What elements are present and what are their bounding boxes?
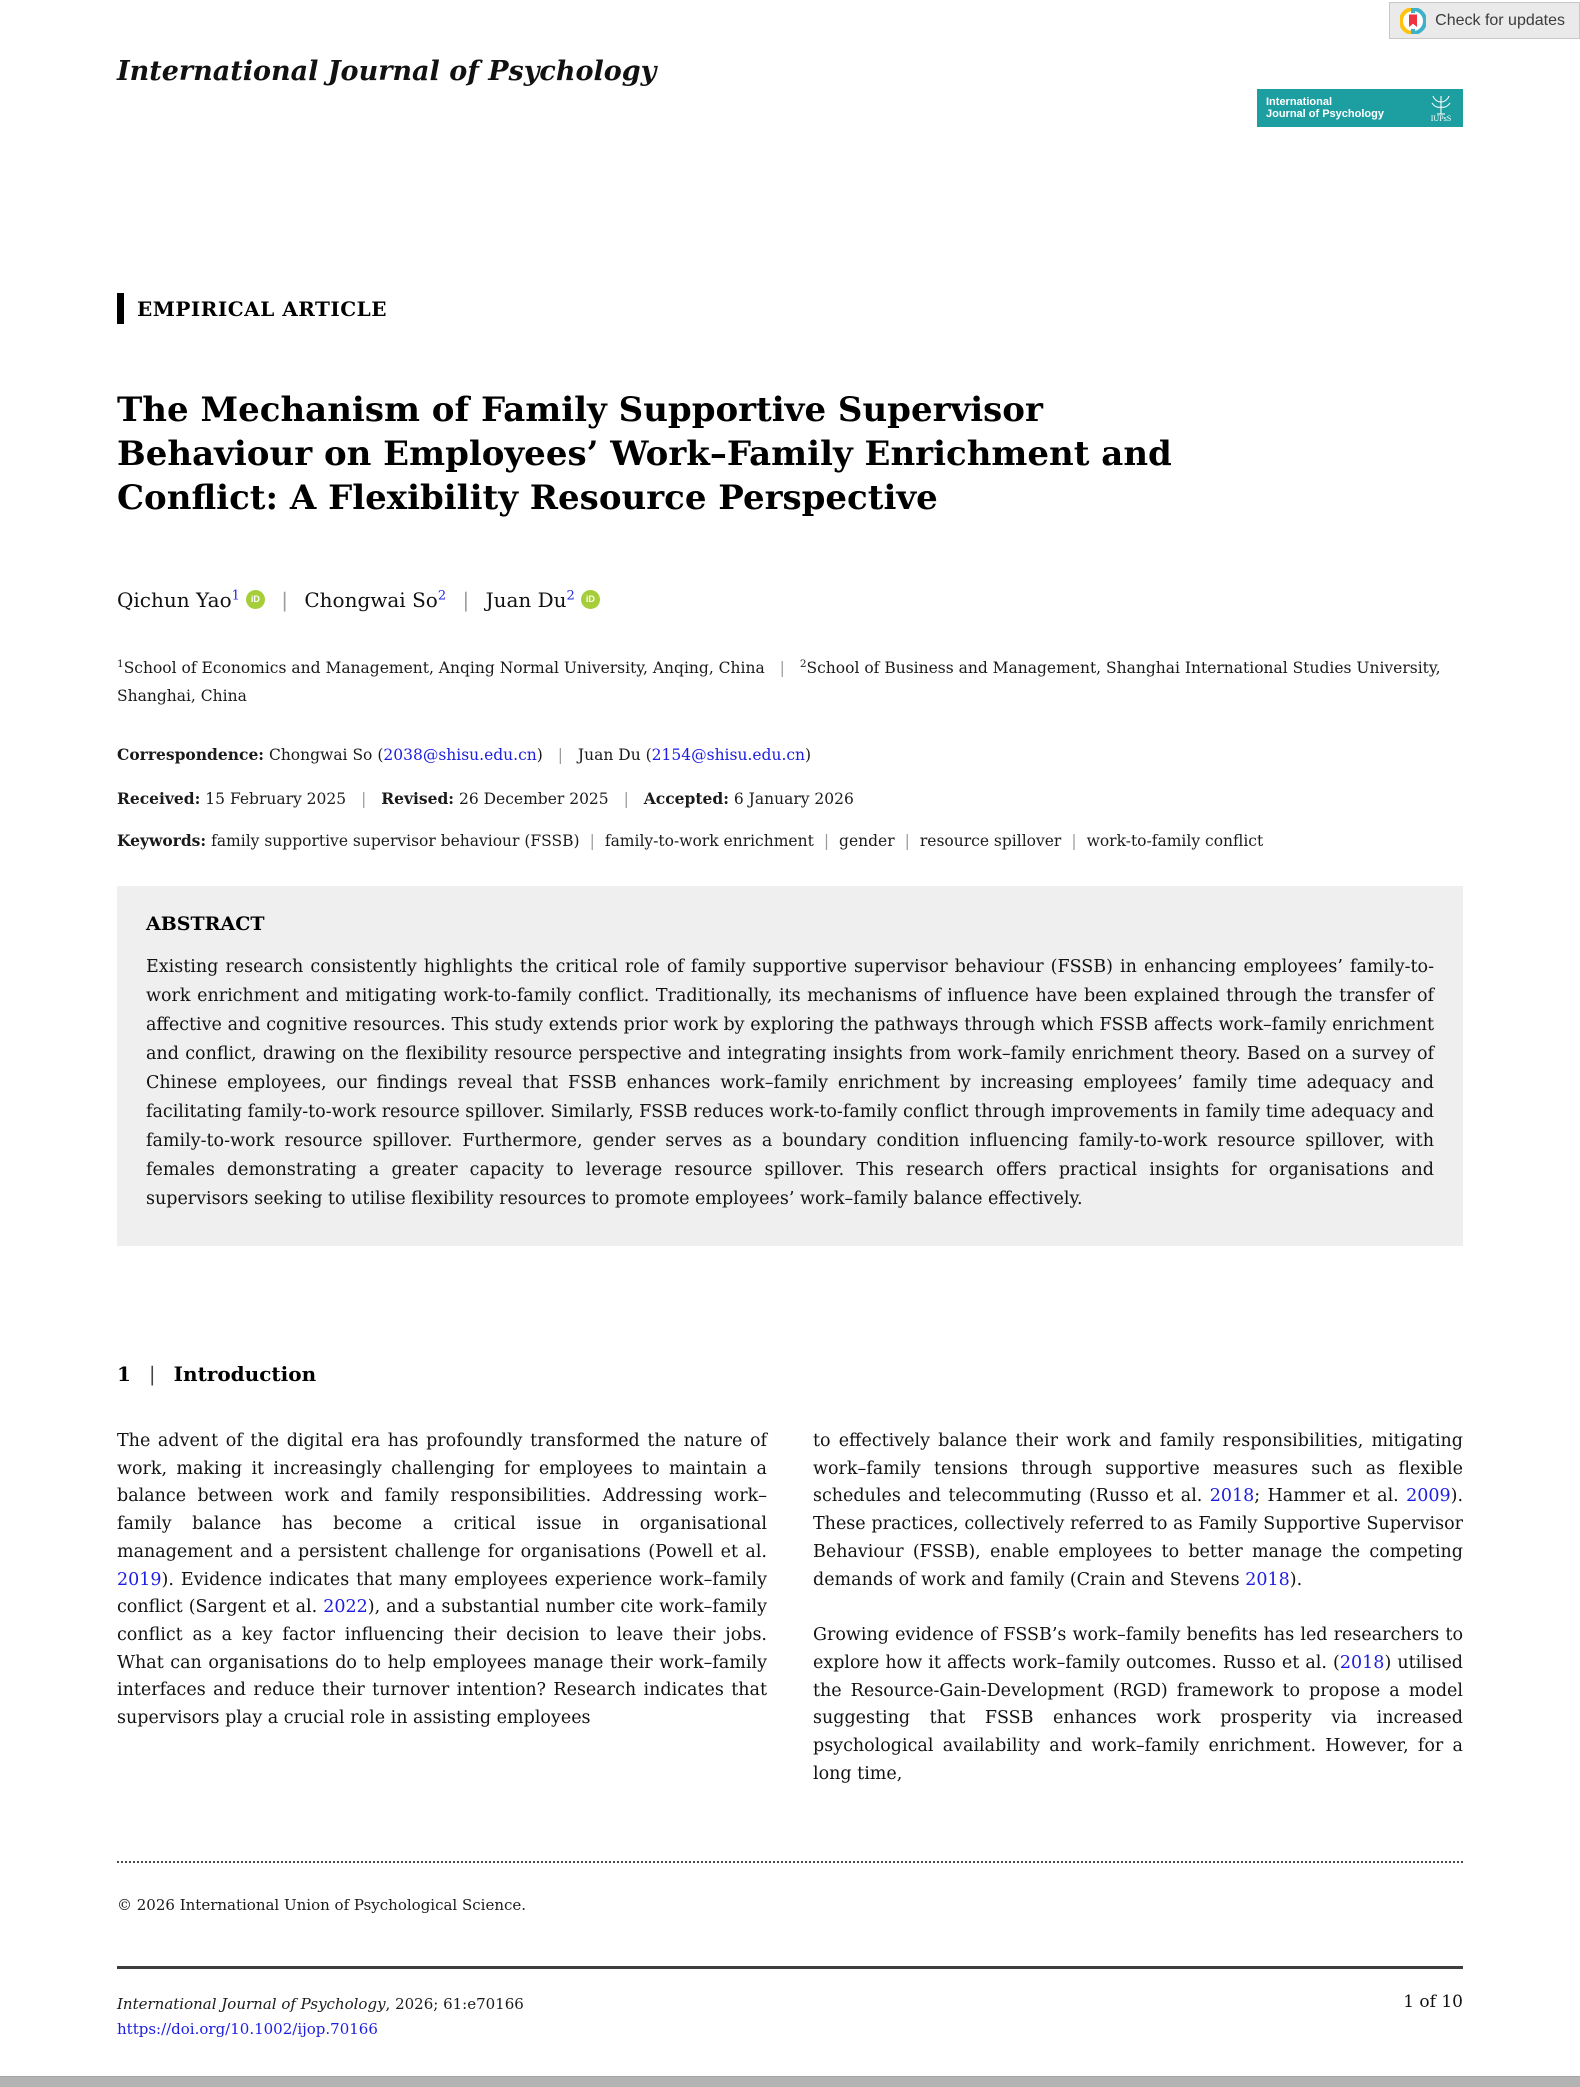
history-line: Received: 15 February 2025 | Revised: 26 December 2025 | Accepted: 6 January 2026 — [117, 789, 854, 808]
citation-link[interactable]: 2018 — [1209, 1486, 1255, 1507]
keywords-list: family supportive supervisor behaviour (FSSB) | family-to-work enrichment | gender | resource spillover | work-to-family conflict — [211, 832, 1264, 850]
correspondence-label: Correspondence: — [117, 745, 265, 764]
section-heading-introduction: 1 | Introduction — [117, 1362, 317, 1386]
author-separator: | — [462, 588, 470, 612]
journal-title: International Journal of Psychology — [117, 56, 657, 87]
left-column — [117, 1428, 767, 1788]
kicker-bar — [117, 293, 124, 324]
article-type-label: EMPIRICAL ARTICLE — [137, 296, 387, 321]
author: Juan Du$^2$ iD — [486, 588, 600, 612]
affiliation-superscript: 1 — [231, 588, 240, 604]
body-paragraph: Growing evidence of FSSB’s work–family benefits has led researchers to explore how it affects work–family outcomes. Russo et al. (2018) utilised the Resource-Gain-Development (RGD) framework to propose a model suggesting that FSSB enhances work prosperity via increased psychological availability and work–family enrichment. However, for a long time, — [813, 1625, 1463, 1784]
author-list — [117, 588, 600, 612]
page-footer — [117, 1992, 1463, 2042]
journal-logo-text: International Journal of Psychology — [1266, 95, 1384, 120]
body-paragraph: The advent of the digital era has profoundly transformed the nature of work, making it increasingly challenging for employees to maintain a balance between work and family responsibilities. Addressing work–family balance has become a critical issue in organisational management and a persistent challenge for organisations (Powell et al. 2019). Evidence indicates that many employees experience work–family conflict (Sargent et al. 2022), and a substantial number cite work–family conflict as a key factor influencing their decision to leave their jobs. What can organisations do to help employees manage their work–family interfaces and reduce their turnover intention? Research indicates that supervisors play a crucial role in assisting employees — [117, 1431, 768, 1729]
orcid-icon[interactable]: iD — [246, 590, 265, 609]
orcid-icon[interactable]: iD — [581, 590, 600, 609]
body-columns — [117, 1428, 1463, 1788]
affiliation: School of Economics and Management, Anqing Normal University, Anqing, China — [123, 659, 765, 678]
abstract-box — [117, 886, 1463, 1246]
accepted-date: 6 January 2026 — [733, 790, 854, 808]
keywords-line — [117, 831, 1463, 850]
keyword: family-to-work enrichment — [604, 832, 814, 850]
affiliation: School of Business and Management, Shanghai International Studies University, Shanghai, China — [117, 659, 1441, 706]
footer-rule — [117, 1966, 1463, 1969]
keyword: gender — [839, 832, 895, 850]
citation-info: International Journal of Psychology, 2026; 61:e70166 https://doi.org/10.1002/ijop.70166 — [117, 1995, 524, 2038]
page-number: 1 of 10 — [1403, 1992, 1463, 2012]
right-column — [813, 1428, 1463, 1788]
copyright-notice: © 2026 International Union of Psychological Science. — [117, 1896, 527, 1914]
check-for-updates-button[interactable] — [1389, 2, 1580, 39]
article-title: The Mechanism of Family Supportive Supervisor Behaviour on Employees’ Work–Family Enrichment and Conflict: A Flexibility Resource Perspective — [117, 390, 1172, 518]
email-link[interactable]: 2154@shisu.edu.cn — [651, 746, 806, 764]
affiliations: $^1$School of Economics and Management, Anqing Normal University, Anqing, China | $^2$School of Business and Management, Shanghai International Studies University, Shanghai, China — [117, 658, 1441, 706]
article-type — [117, 293, 387, 324]
citation-link[interactable]: 2018 — [1245, 1569, 1290, 1590]
footnote-divider — [117, 1861, 1463, 1863]
citation-link[interactable]: 2022 — [323, 1597, 368, 1618]
author: Qichun Yao$^1$ iD — [117, 588, 265, 612]
check-for-updates-label: Check for updates — [1435, 11, 1565, 29]
email-link[interactable]: 2038@shisu.edu.cn — [383, 746, 537, 764]
correspondence-line: Correspondence: Chongwai So (2038@shisu.edu.cn) | Juan Du (2154@shisu.edu.cn) — [117, 745, 812, 764]
doi-link[interactable]: https://doi.org/10.1002/ijop.70166 — [117, 2020, 378, 2038]
abstract-heading: ABSTRACT — [146, 913, 265, 935]
citation-link[interactable]: 2018 — [1339, 1652, 1385, 1673]
journal-logo — [1257, 89, 1463, 127]
revised-date: 26 December 2025 — [458, 790, 609, 808]
author: Chongwai So$^2$ — [304, 588, 447, 612]
author-separator: | — [281, 588, 288, 612]
affiliation-superscript: 2 — [437, 588, 447, 604]
affiliation-superscript: 2 — [566, 588, 575, 604]
keywords-label: Keywords: — [117, 831, 207, 850]
keyword: work-to-family conflict — [1086, 832, 1264, 850]
iupsys-emblem-icon: IUPsS — [1426, 94, 1456, 123]
crossmark-icon — [1400, 8, 1426, 34]
abstract-text: Existing research consistently highlights the critical role of family supportive supervisor behaviour (FSSB) in enhancing employees’ family-to-work enrichment and mitigating work-to-family conflict. Traditionally, its mechanisms of influence have been explained through the transfer of affective and cognitive resources. This study extends prior work by exploring the pathways through which FSSB affects work–family enrichment and conflict, drawing on the flexibility resource perspective and integrating insights from work–family enrichment theory. Based on a survey of Chinese employees, our findings reveal that FSSB enhances work–family enrichment by increasing employees’ family time adequacy and facilitating family-to-work resource spillover. Similarly, FSSB reduces work-to-family conflict through improvements in family time adequacy and family-to-work resource spillover. Furthermore, gender serves as a boundary condition influencing family-to-work resource spillover, with females demonstrating a greater capacity to leverage resource spillover. This research offers practical insights for organisations and supervisors seeking to utilise flexibility resources to promote employees’ work–family balance effectively. — [146, 957, 1434, 1209]
citation-link[interactable]: 2009 — [1406, 1486, 1451, 1507]
body-paragraph: to effectively balance their work and family responsibilities, mitigating work–family tensions through supportive measures such as flexible schedules and telecommuting (Russo et al. 2018; Hammer et al. 2009). These practices, collectively referred to as Family Supportive Supervisor Behaviour (FSSB), enable employees to better manage the competing demands of work and family (Crain and Stevens 2018). — [813, 1431, 1464, 1590]
keyword: family supportive supervisor behaviour (FSSB) — [211, 832, 580, 850]
received-date: 15 February 2025 — [205, 790, 347, 808]
page-edge-bar — [0, 2076, 1580, 2087]
keyword: resource spillover — [919, 832, 1062, 850]
citation-link[interactable]: 2019 — [117, 1569, 162, 1590]
